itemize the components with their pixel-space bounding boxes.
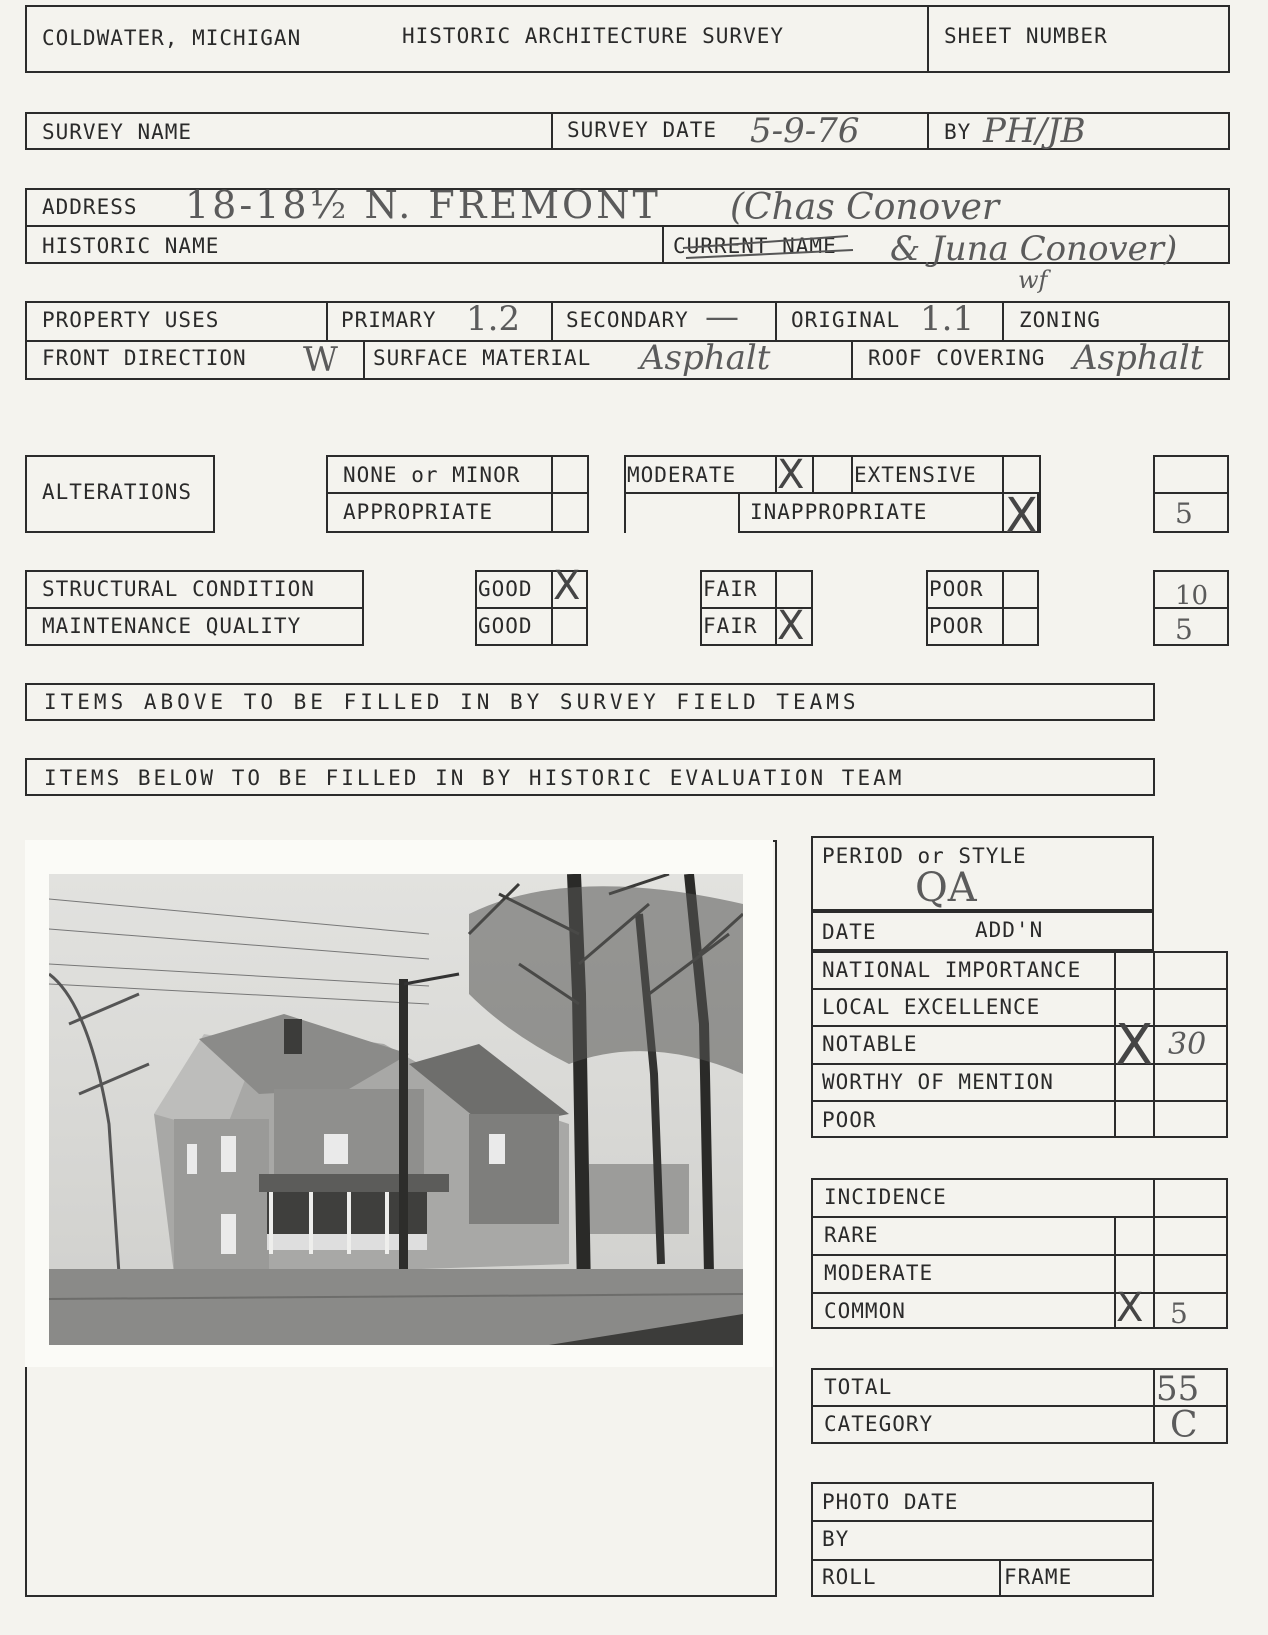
house-photograph xyxy=(25,840,773,1367)
strikethrough-mark xyxy=(678,228,858,268)
structural-fair-label: FAIR xyxy=(703,577,758,601)
photo-info-divider xyxy=(999,1559,1001,1597)
front-direction-label: FRONT DIRECTION xyxy=(42,346,247,370)
maintenance-fair-mark: X xyxy=(777,603,805,649)
importance-row-3 xyxy=(811,1063,1228,1065)
poor-label: POOR xyxy=(822,1108,877,1132)
alterations-appropriate-label: APPROPRIATE xyxy=(343,500,494,524)
maintenance-fair-label: FAIR xyxy=(703,614,758,638)
address-label: ADDRESS xyxy=(42,195,138,219)
current-name-label: CURRENT NAME xyxy=(673,234,837,258)
historic-name-label: HISTORIC NAME xyxy=(42,234,220,258)
secondary-value: — xyxy=(705,297,739,337)
maintenance-score: 5 xyxy=(1175,613,1193,646)
owner-name-line1: (Chas Conover xyxy=(730,187,1000,228)
alterations-check-appropriate xyxy=(551,492,553,533)
frame-label: FRAME xyxy=(1004,1565,1073,1589)
structural-poor-label: POOR xyxy=(929,577,984,601)
original-label: ORIGINAL xyxy=(791,308,901,332)
totals-divider-v xyxy=(1153,1368,1155,1444)
alterations-top-line xyxy=(624,455,1039,457)
category-value: C xyxy=(1170,1405,1198,1446)
property-divider-4 xyxy=(1002,301,1004,340)
survey-by-label: BY xyxy=(944,120,972,144)
alterations-label: ALTERATIONS xyxy=(42,480,193,504)
survey-date-label: SURVEY DATE xyxy=(567,118,718,142)
incidence-label: INCIDENCE xyxy=(824,1185,947,1209)
notable-score: 30 xyxy=(1168,1027,1207,1062)
date-label: DATE xyxy=(822,920,877,944)
roof-covering-label: ROOF COVERING xyxy=(868,346,1046,370)
alterations-none-label: NONE or MINOR xyxy=(343,463,521,487)
alterations-moderate-label: MODERATE xyxy=(627,463,737,487)
alterations-extensive-label: EXTENSIVE xyxy=(854,463,977,487)
owner-name-line2: & Juna Conover) xyxy=(890,229,1178,269)
surface-material-label: SURFACE MATERIAL xyxy=(373,346,592,370)
category-label: CATEGORY xyxy=(824,1412,934,1436)
common-label: COMMON xyxy=(824,1299,906,1323)
rare-label: RARE xyxy=(824,1223,879,1247)
roll-label: ROLL xyxy=(822,1565,877,1589)
front-direction-value: W xyxy=(303,340,338,380)
property-divider-3 xyxy=(775,301,777,340)
primary-label: PRIMARY xyxy=(341,308,437,332)
evaluation-team-note: ITEMS BELOW TO BE FILLED IN BY HISTORIC EVALUATION TEAM xyxy=(44,766,905,790)
survey-divider-2 xyxy=(927,112,929,150)
alterations-score: 5 xyxy=(1175,497,1193,530)
moderate-label: MODERATE xyxy=(824,1261,934,1285)
property-divider-5 xyxy=(363,340,365,380)
property-divider-h xyxy=(25,340,1230,342)
incidence-row-2 xyxy=(811,1254,1228,1256)
total-label: TOTAL xyxy=(824,1375,893,1399)
period-style-label: PERIOD or STYLE xyxy=(822,844,1027,868)
common-mark: X xyxy=(1116,1285,1144,1331)
property-uses-label: PROPERTY USES xyxy=(42,308,220,332)
photo-by-label: BY xyxy=(822,1527,850,1551)
alterations-extensive-divider xyxy=(851,455,853,492)
property-divider-1 xyxy=(326,301,328,340)
condition-poor-check xyxy=(1002,570,1004,646)
alterations-left-line xyxy=(624,455,626,533)
common-score: 5 xyxy=(1170,1297,1188,1330)
notable-label: NOTABLE xyxy=(822,1032,918,1056)
survey-by-value: PH/JB xyxy=(983,111,1086,151)
maintenance-quality-label: MAINTENANCE QUALITY xyxy=(42,614,302,638)
address-value: 18-18½ N. FREMONT xyxy=(185,183,661,227)
house-photo-image xyxy=(49,874,743,1345)
city-label: COLDWATER, MICHIGAN xyxy=(42,26,302,50)
sheet-number-label: SHEET NUMBER xyxy=(944,24,1108,48)
survey-name-label: SURVEY NAME xyxy=(42,120,193,144)
structural-good-mark: X xyxy=(553,563,581,609)
addn-label: ADD'N xyxy=(975,918,1044,942)
field-team-note: ITEMS ABOVE TO BE FILLED IN BY SURVEY FIELD TEAMS xyxy=(44,690,860,714)
property-divider-2 xyxy=(551,301,553,340)
property-divider-6 xyxy=(851,340,853,380)
alterations-inappropriate-label: INAPPROPRIATE xyxy=(750,500,928,524)
incidence-row-3 xyxy=(811,1292,1228,1294)
primary-value: 1.2 xyxy=(466,299,521,339)
condition-label-divider xyxy=(25,607,364,609)
alterations-moderate-mark: X xyxy=(777,452,805,498)
notable-mark: X xyxy=(1115,1013,1154,1078)
owner-note: wf xyxy=(1018,266,1048,294)
alterations-inappropriate-mark: X xyxy=(1005,488,1038,544)
alterations-check-none xyxy=(551,455,553,492)
incidence-divider-2 xyxy=(1153,1178,1155,1329)
importance-row-4 xyxy=(811,1100,1228,1102)
worthy-of-mention-label: WORTHY OF MENTION xyxy=(822,1070,1054,1094)
original-value: 1.1 xyxy=(920,299,975,339)
zoning-label: ZONING xyxy=(1019,308,1101,332)
survey-divider-1 xyxy=(551,112,553,150)
structural-score: 10 xyxy=(1175,581,1209,611)
local-excellence-label: LOCAL EXCELLENCE xyxy=(822,995,1041,1019)
maintenance-poor-label: POOR xyxy=(929,614,984,638)
incidence-row-1 xyxy=(811,1216,1228,1218)
importance-row-2 xyxy=(811,1025,1228,1027)
structural-condition-label: STRUCTURAL CONDITION xyxy=(42,577,315,601)
photo-info-row-2 xyxy=(811,1559,1154,1561)
period-style-value: QA xyxy=(915,865,977,911)
alterations-right-line xyxy=(1039,455,1041,533)
surface-material-value: Asphalt xyxy=(640,338,771,378)
roof-covering-value: Asphalt xyxy=(1073,338,1204,378)
national-importance-label: NATIONAL IMPORTANCE xyxy=(822,958,1082,982)
header-divider xyxy=(927,5,929,73)
alterations-score-divider xyxy=(1153,492,1229,494)
photo-info-row-1 xyxy=(811,1520,1154,1522)
form-title: HISTORIC ARCHITECTURE SURVEY xyxy=(402,24,785,48)
alterations-moderate-check xyxy=(812,455,814,492)
secondary-label: SECONDARY xyxy=(566,308,689,332)
maintenance-good-label: GOOD xyxy=(478,614,533,638)
condition-poor-divider xyxy=(926,607,1039,609)
total-value: 55 xyxy=(1156,1369,1200,1409)
address-divider-v xyxy=(662,225,664,264)
survey-date-value: 5-9-76 xyxy=(750,111,860,151)
alterations-divider-h1 xyxy=(326,492,589,494)
structural-good-label: GOOD xyxy=(478,577,533,601)
importance-row-1 xyxy=(811,988,1228,990)
photo-date-label: PHOTO DATE xyxy=(822,1490,959,1514)
